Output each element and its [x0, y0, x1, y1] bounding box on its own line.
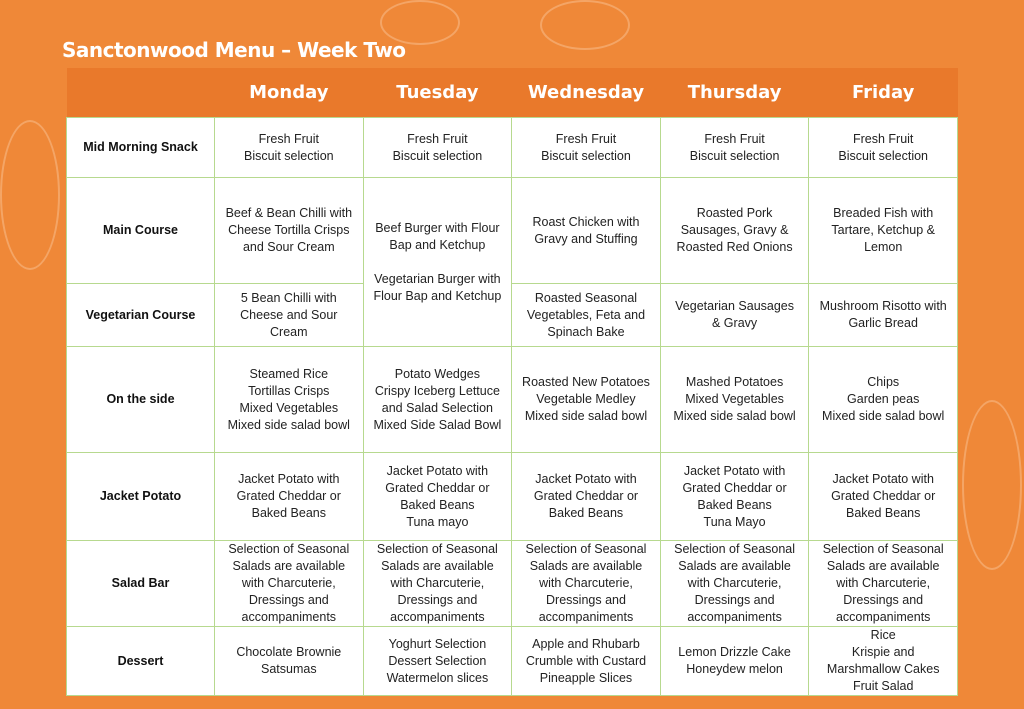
row-label: On the side	[67, 347, 215, 453]
menu-cell-wednesday: Fresh Fruit Biscuit selection	[512, 118, 661, 178]
table-row	[67, 453, 958, 541]
decorative-fruit-sketch	[962, 400, 1022, 570]
menu-cell-tuesday: Fresh Fruit Biscuit selection	[363, 118, 512, 178]
menu-cell-monday: Selection of Seasonal Salads are available with Charcuterie, Dressings and accompaniments	[215, 541, 364, 627]
menu-cell-friday: Fresh Fruit Biscuit selection	[809, 118, 958, 178]
day-header-thursday: Thursday	[660, 68, 809, 118]
table-row	[67, 347, 958, 453]
menu-cell-tuesday: Beef Burger with Flour Bap and Ketchup Vegetarian Burger with Flour Bap and Ketchup	[363, 178, 512, 347]
menu-table	[66, 68, 958, 696]
table-row	[67, 541, 958, 627]
menu-cell-monday: Chocolate Brownie Satsumas	[215, 627, 364, 696]
row-label: Jacket Potato	[67, 453, 215, 541]
menu-cell-tuesday: Yoghurt Selection Dessert Selection Watermelon slices	[363, 627, 512, 696]
menu-cell-friday: Selection of Seasonal Salads are available with Charcuterie, Dressings and accompaniments	[809, 541, 958, 627]
table-row	[67, 627, 958, 696]
menu-cell-tuesday: Potato Wedges Crispy Iceberg Lettuce and Salad Selection Mixed Side Salad Bowl	[363, 347, 512, 453]
menu-cell-tuesday: Selection of Seasonal Salads are available with Charcuterie, Dressings and accompaniments	[363, 541, 512, 627]
table-row	[67, 284, 958, 347]
menu-cell-wednesday: Roasted New Potatoes Vegetable Medley Mixed side salad bowl	[512, 347, 661, 453]
page-title: Sanctonwood Menu – Week Two	[62, 38, 406, 62]
menu-cell-monday: Steamed Rice Tortillas Crisps Mixed Vegetables Mixed side salad bowl	[215, 347, 364, 453]
corner-cell	[67, 68, 215, 118]
menu-cell-thursday: Fresh Fruit Biscuit selection	[660, 118, 809, 178]
row-label: Salad Bar	[67, 541, 215, 627]
day-header-tuesday: Tuesday	[363, 68, 512, 118]
menu-cell-wednesday: Selection of Seasonal Salads are available with Charcuterie, Dressings and accompaniments	[512, 541, 661, 627]
menu-cell-thursday: Selection of Seasonal Salads are available with Charcuterie, Dressings and accompaniments	[660, 541, 809, 627]
menu-cell-friday: Breaded Fish with Tartare, Ketchup & Lemon	[809, 178, 958, 284]
table-row	[67, 118, 958, 178]
row-label: Vegetarian Course	[67, 284, 215, 347]
menu-cell-monday: Beef & Bean Chilli with Cheese Tortilla Crisps and Sour Cream	[215, 178, 364, 284]
menu-cell-thursday: Mashed Potatoes Mixed Vegetables Mixed side salad bowl	[660, 347, 809, 453]
menu-cell-wednesday: Jacket Potato with Grated Cheddar or Baked Beans	[512, 453, 661, 541]
menu-cell-wednesday: Roast Chicken with Gravy and Stuffing	[512, 178, 661, 284]
day-header-wednesday: Wednesday	[512, 68, 661, 118]
table-row	[67, 178, 958, 284]
menu-cell-friday: Jacket Potato with Grated Cheddar or Baked Beans	[809, 453, 958, 541]
day-header-friday: Friday	[809, 68, 958, 118]
menu-cell-thursday: Jacket Potato with Grated Cheddar or Baked Beans Tuna Mayo	[660, 453, 809, 541]
menu-cell-wednesday: Apple and Rhubarb Crumble with Custard Pineapple Slices	[512, 627, 661, 696]
decorative-fruit-sketch	[540, 0, 630, 50]
menu-cell-thursday: Lemon Drizzle Cake Honeydew melon	[660, 627, 809, 696]
row-label: Dessert	[67, 627, 215, 696]
menu-cell-thursday: Roasted Pork Sausages, Gravy & Roasted Red Onions	[660, 178, 809, 284]
menu-cell-friday: Rice Krispie and Marshmallow Cakes Fruit Salad	[809, 627, 958, 696]
menu-cell-monday: 5 Bean Chilli with Cheese and Sour Cream	[215, 284, 364, 347]
menu-cell-wednesday: Roasted Seasonal Vegetables, Feta and Spinach Bake	[512, 284, 661, 347]
header-row	[67, 68, 958, 118]
menu-cell-friday: Chips Garden peas Mixed side salad bowl	[809, 347, 958, 453]
row-label: Main Course	[67, 178, 215, 284]
menu-cell-monday: Fresh Fruit Biscuit selection	[215, 118, 364, 178]
row-label: Mid Morning Snack	[67, 118, 215, 178]
decorative-fruit-sketch	[0, 120, 60, 270]
menu-cell-tuesday: Jacket Potato with Grated Cheddar or Baked Beans Tuna mayo	[363, 453, 512, 541]
day-header-monday: Monday	[215, 68, 364, 118]
menu-cell-thursday: Vegetarian Sausages & Gravy	[660, 284, 809, 347]
menu-cell-friday: Mushroom Risotto with Garlic Bread	[809, 284, 958, 347]
menu-cell-monday: Jacket Potato with Grated Cheddar or Baked Beans	[215, 453, 364, 541]
